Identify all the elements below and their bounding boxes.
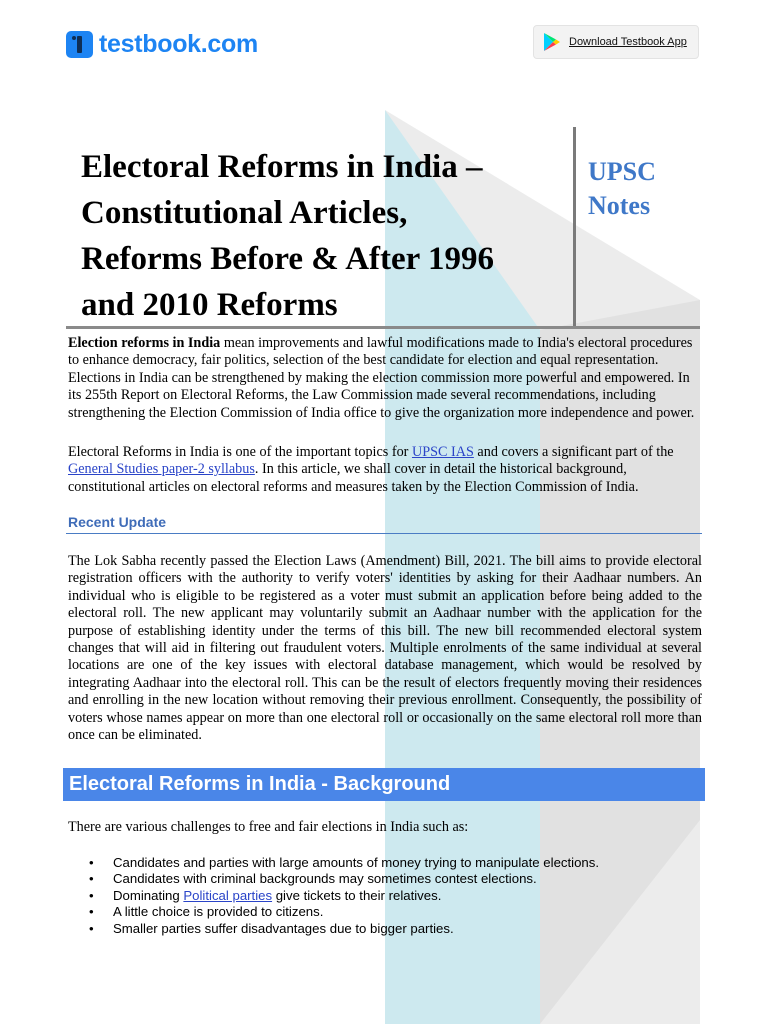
document-title — [81, 144, 561, 328]
list-item: • Candidates with criminal backgrounds may sometimes contest elections. — [86, 871, 599, 887]
recent-update-heading: Recent Update — [68, 514, 167, 530]
download-app-button[interactable] — [533, 25, 699, 59]
intro-text: mean improvements and lawful modifications made to India's electoral procedures to enhance democracy, fair politics, selection of the best candidate for election and equal representation. Elections in India can be strengthened by making the election commission more powerful and empowered. In its 255th Report on Electoral Reforms, the Law Commission made several recommendations, including strengthening the Election Commission of India office to give the organization more independence and power. — [68, 335, 695, 421]
list-item: • Candidates and parties with large amounts of money trying to manipulate elections. — [86, 855, 599, 871]
title-line-1: Electoral Reforms in India – — [81, 149, 483, 185]
bullet-3-text-a: Dominating — [113, 887, 184, 903]
list-item: • Smaller parties suffer disadvantages due to bigger parties. — [86, 921, 599, 937]
title-line-4: and 2010 Reforms — [81, 287, 338, 323]
title-divider-vertical — [573, 127, 576, 327]
recent-update-paragraph: The Lok Sabha recently passed the Election Laws (Amendment) Bill, 2021. The bill aims to provide electoral registration officers with the authority to verify voters' identities by asking for their Aadhaar numbers. An individual who is eligible to be registered as a voter must submit an application before being added to the electoral roll. The new applicant may voluntarily submit an Aadhaar number with the application for the purpose of establishing identity under the terms of this bill. The new bill recommended electoral system changes that will aid in filtering out fraudulent voters. Multiple enrolments of the same individual at several locations are one of the key issues with electoral database management, which would be resolved by integrating Aadhaar into the electoral roll. This can be the result of electors frequently moving their residences and enrolling in the new location without removing their previous enrollment. Consequently, the possibility of voters whose names appear on more than one electoral roll or occasionally on the same electoral roll more than once can be eliminated. — [68, 553, 702, 744]
brand-name: testbook.com — [99, 30, 258, 58]
list-item: • A little choice is provided to citizens. — [86, 904, 599, 920]
background-heading-text: Electoral Reforms in India - Background — [69, 773, 451, 795]
badge-line-1: UPSC — [588, 157, 656, 186]
upsc-ias-link[interactable]: UPSC IAS — [411, 444, 474, 460]
brand-logo[interactable] — [66, 30, 258, 59]
testbook-logo-icon — [66, 31, 93, 58]
title-line-2: Constitutional Articles, — [81, 195, 408, 231]
gs-paper-2-link[interactable]: General Studies paper-2 syllabus — [68, 461, 255, 478]
title-divider-horizontal — [66, 326, 700, 329]
intro-paragraph — [68, 335, 702, 422]
background-section-heading — [63, 768, 705, 801]
intro-lead: Election reforms in India — [68, 335, 221, 351]
upsc-notes-badge — [588, 155, 656, 223]
title-line-3: Reforms Before & After 1996 — [81, 241, 494, 277]
background-intro: There are various challenges to free and fair elections in India such as: — [68, 819, 469, 835]
badge-line-2: Notes — [588, 191, 651, 220]
bullet-3-text-b: give tickets to their relatives. — [272, 887, 442, 903]
topic-text-a: Electoral Reforms in India is one of the important topics for — [68, 444, 412, 460]
topic-paragraph — [68, 444, 702, 496]
topic-text-c: . In this article, we shall cover in detail the historical background, constitutional articles on electoral reforms and measures taken by the Election Commission of India. — [68, 461, 639, 495]
political-parties-link[interactable]: Political parties — [183, 887, 273, 903]
list-item — [86, 888, 599, 904]
topic-text-b: and covers a significant part of the — [473, 444, 674, 460]
challenges-list — [86, 855, 599, 937]
download-app-label: Download Testbook App — [569, 36, 687, 48]
google-play-icon — [543, 32, 561, 52]
recent-update-rule — [66, 533, 702, 534]
